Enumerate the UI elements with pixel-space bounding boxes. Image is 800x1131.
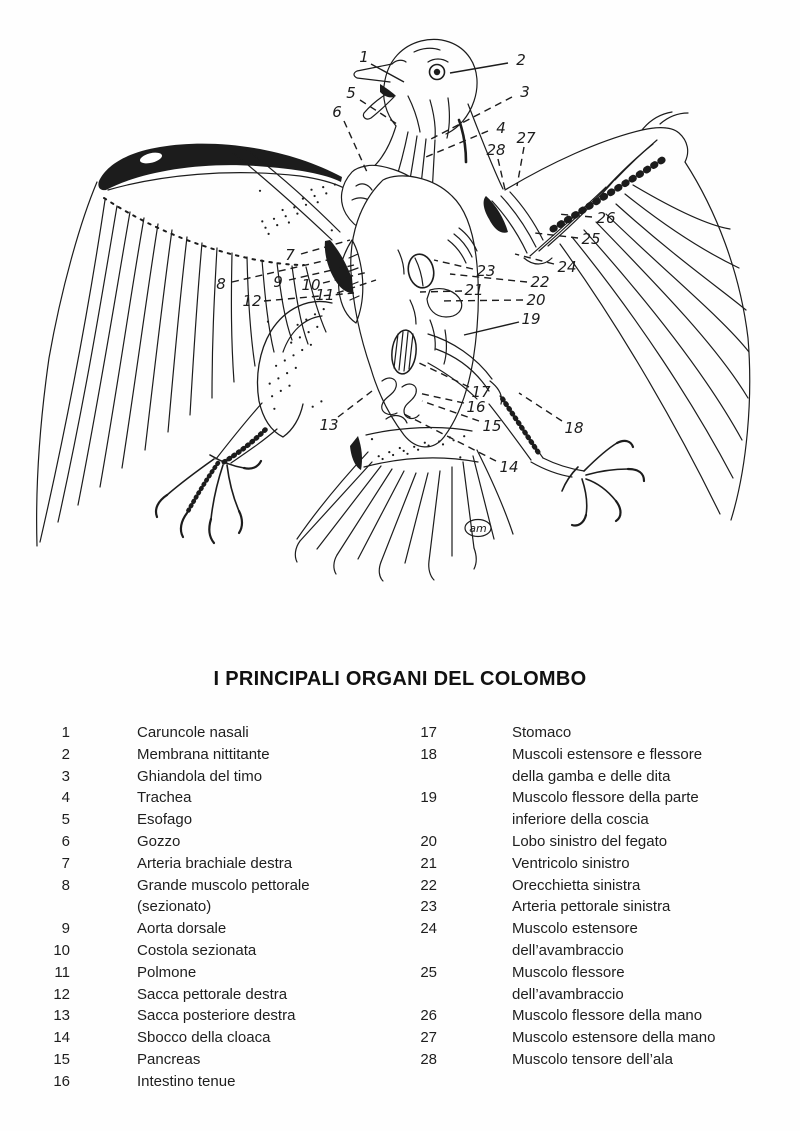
legend-item-number: 6 [61, 832, 70, 850]
legend-item [30, 1049, 395, 1071]
legend-item-line: Lobo sinistro del fegato [512, 832, 668, 850]
legend-item-number: 5 [61, 811, 70, 829]
legend-item [30, 984, 395, 1006]
page-title: I PRINCIPALI ORGANI DEL COLOMBO [213, 668, 587, 690]
organ-legend-right-column [402, 722, 794, 1071]
legend-item [30, 766, 395, 788]
legend-item-number: 9 [61, 920, 70, 938]
legend-item [30, 1005, 395, 1027]
legend-item-text [137, 809, 192, 831]
legend-item [30, 831, 395, 853]
legend-item-line: Costola sezionata [137, 941, 257, 959]
legend-item-line: Muscolo tensore dell’ala [512, 1050, 673, 1068]
legend-item-line: Arteria pettorale sinistra [512, 898, 671, 916]
legend-item [30, 787, 395, 809]
legend-item-number: 26 [420, 1007, 437, 1025]
legend-item-text [512, 1027, 715, 1049]
callout-number-25: 25 [581, 230, 601, 248]
legend-item-number: 2 [61, 745, 70, 763]
legend-item [30, 918, 395, 940]
legend-item-line: Pancreas [137, 1050, 201, 1068]
callout-number-5: 5 [346, 84, 356, 102]
legend-item-number: 7 [61, 854, 70, 872]
legend-item-text [137, 1027, 270, 1049]
legend-item-text [137, 940, 256, 962]
callout-number-6: 6 [332, 103, 342, 121]
callout-number-19: 19 [521, 310, 541, 328]
legend-item-line: Stomaco [512, 724, 572, 741]
legend-item-number: 28 [420, 1050, 437, 1068]
legend-item-line: Orecchietta sinistra [512, 876, 641, 894]
legend-item-line: inferiore della coscia [512, 811, 649, 829]
callout-leader-13 [338, 391, 372, 417]
legend-item-text [512, 962, 625, 1006]
legend-item-text [137, 722, 249, 744]
legend-item-text [137, 853, 292, 875]
legend-item-text [137, 918, 226, 940]
legend-item [402, 1049, 794, 1071]
callout-number-26: 26 [596, 209, 616, 227]
legend-item-line: Intestino tenue [137, 1072, 236, 1090]
legend-item-line: Grande muscolo pettorale [137, 876, 310, 894]
callout-number-9: 9 [273, 273, 283, 291]
legend-item-text [512, 744, 702, 788]
legend-item-text [512, 875, 640, 897]
artist-signature [465, 520, 491, 537]
legend-item-number: 16 [53, 1072, 70, 1090]
callout-number-13: 13 [319, 416, 339, 434]
artist-signature-text: am [469, 522, 487, 535]
legend-item-text [512, 918, 638, 962]
legend-item-line: Sbocco della cloaca [137, 1029, 271, 1047]
legend-item-line: Muscolo flessore [512, 963, 625, 981]
callout-number-7: 7 [285, 246, 295, 264]
legend-item-line: Muscolo estensore [512, 920, 638, 938]
legend-item-line: Sacca pettorale destra [137, 985, 288, 1003]
callout-leader-2 [450, 63, 508, 73]
legend-item-line: Ventricolo sinistro [512, 854, 630, 872]
legend-item [402, 744, 794, 788]
legend-item-text [137, 962, 196, 984]
legend-item-text [137, 787, 191, 809]
legend-item-text [512, 787, 699, 831]
legend-item-text [137, 831, 180, 853]
legend-item-line: Ghiandola del timo [137, 767, 263, 785]
legend-item-line: Arteria brachiale destra [137, 854, 293, 872]
legend-item-number: 21 [420, 854, 437, 872]
legend-item-text [137, 766, 262, 788]
legend-item-text [512, 722, 571, 744]
legend-item [30, 962, 395, 984]
callout-number-4: 4 [496, 119, 506, 137]
legend-item-number: 22 [420, 876, 437, 894]
legend-item-line: Muscolo estensore della mano [512, 1029, 716, 1047]
left-wing-drawing [37, 144, 356, 546]
legend-item-line: Esofago [137, 811, 193, 829]
callout-leader-1 [371, 64, 404, 82]
legend-item-text [137, 984, 287, 1006]
callout-number-22: 22 [530, 273, 550, 291]
legend-item-text [512, 831, 667, 853]
legend-item-number: 10 [53, 941, 70, 959]
legend-item-number: 1 [61, 724, 70, 741]
legend-item-number: 3 [61, 767, 70, 785]
legend-item-text [137, 875, 310, 919]
legend-item [402, 831, 794, 853]
callout-number-16: 16 [466, 398, 486, 416]
legend-item-line: (sezionato) [137, 898, 212, 916]
callout-number-14: 14 [499, 458, 519, 476]
legend-item [402, 962, 794, 1006]
callout-leader-18 [519, 393, 562, 421]
legend-item [30, 809, 395, 831]
legend-item [30, 722, 395, 744]
callout-number-10: 10 [301, 276, 321, 294]
callout-number-11: 11 [315, 286, 335, 304]
legend-item-number: 24 [420, 920, 437, 938]
legend-item-line: Muscoli estensore e flessore [512, 745, 703, 763]
callout-number-8: 8 [216, 275, 226, 293]
legend-item-text [512, 853, 630, 875]
callout-leader-24 [515, 254, 554, 264]
legend-item [402, 722, 794, 744]
callout-number-1: 1 [359, 48, 369, 66]
organ-legend-left-column [30, 722, 395, 1093]
legend-item-number: 19 [420, 789, 437, 807]
callout-number-20: 20 [526, 291, 546, 309]
legend-item [402, 1027, 794, 1049]
legend-item-number: 13 [53, 1007, 70, 1025]
torso-organs-drawing [339, 165, 479, 446]
legend-item [402, 853, 794, 875]
legend-item-text [512, 1049, 673, 1071]
callout-number-24: 24 [557, 258, 577, 276]
callout-number-3: 3 [520, 83, 530, 101]
legend-item-text [137, 1049, 200, 1071]
legend-item [30, 1071, 395, 1093]
legend-item-line: dell’avambraccio [512, 941, 624, 959]
legend-item [402, 896, 794, 918]
legend-item-number: 27 [420, 1029, 437, 1047]
legend-item [30, 853, 395, 875]
legend-item [402, 1005, 794, 1027]
legend-item [30, 940, 395, 962]
legend-item-text [137, 1071, 235, 1093]
legend-item-number: 8 [61, 876, 70, 894]
legend-item-number: 20 [420, 832, 437, 850]
callout-number-17: 17 [471, 383, 491, 401]
legend-item-line: della gamba e delle dita [512, 767, 671, 785]
legend-item-number: 23 [420, 898, 437, 916]
callout-number-12: 12 [242, 292, 262, 310]
legend-item-text [137, 1005, 295, 1027]
callout-number-28: 28 [486, 141, 506, 159]
callout-number-18: 18 [564, 419, 584, 437]
legend-item-number: 15 [53, 1050, 70, 1068]
legend-item-text [137, 744, 270, 766]
legend-item-line: Aorta dorsale [137, 920, 227, 938]
legend-item-number: 18 [420, 745, 437, 763]
legend-item [30, 1027, 395, 1049]
callout-number-15: 15 [482, 417, 502, 435]
legend-item-text [512, 1005, 702, 1027]
legend-item [402, 875, 794, 897]
legend-item [30, 744, 395, 766]
legend-item-number: 14 [53, 1029, 70, 1047]
callout-number-23: 23 [476, 262, 496, 280]
legend-item-line: Sacca posteriore destra [137, 1007, 296, 1025]
legend-item [402, 918, 794, 962]
callout-number-2: 2 [516, 51, 526, 69]
legend-item-number: 4 [61, 789, 70, 807]
legend-item [402, 787, 794, 831]
legend-item-number: 17 [420, 724, 437, 741]
legend-item-line: dell’avambraccio [512, 985, 624, 1003]
legend-item-line: Muscolo flessore della parte [512, 789, 699, 807]
callout-leader-6 [344, 121, 367, 172]
callout-number-21: 21 [464, 281, 484, 299]
legend-item [30, 875, 395, 919]
legend-item-number: 12 [53, 985, 70, 1003]
legend-item-line: Caruncole nasali [137, 724, 249, 741]
legend-item-number: 25 [420, 963, 437, 981]
legend-item-number: 11 [54, 963, 70, 981]
callout-leader-28 [498, 159, 506, 194]
legend-item-line: Muscolo flessore della mano [512, 1007, 703, 1025]
legend-item-line: Gozzo [137, 832, 181, 850]
legend-item-text [512, 896, 670, 918]
legend-item-line: Polmone [137, 963, 197, 981]
legend-item-line: Trachea [137, 789, 192, 807]
legend-item-line: Membrana nittitante [137, 745, 270, 763]
callout-number-27: 27 [516, 129, 536, 147]
